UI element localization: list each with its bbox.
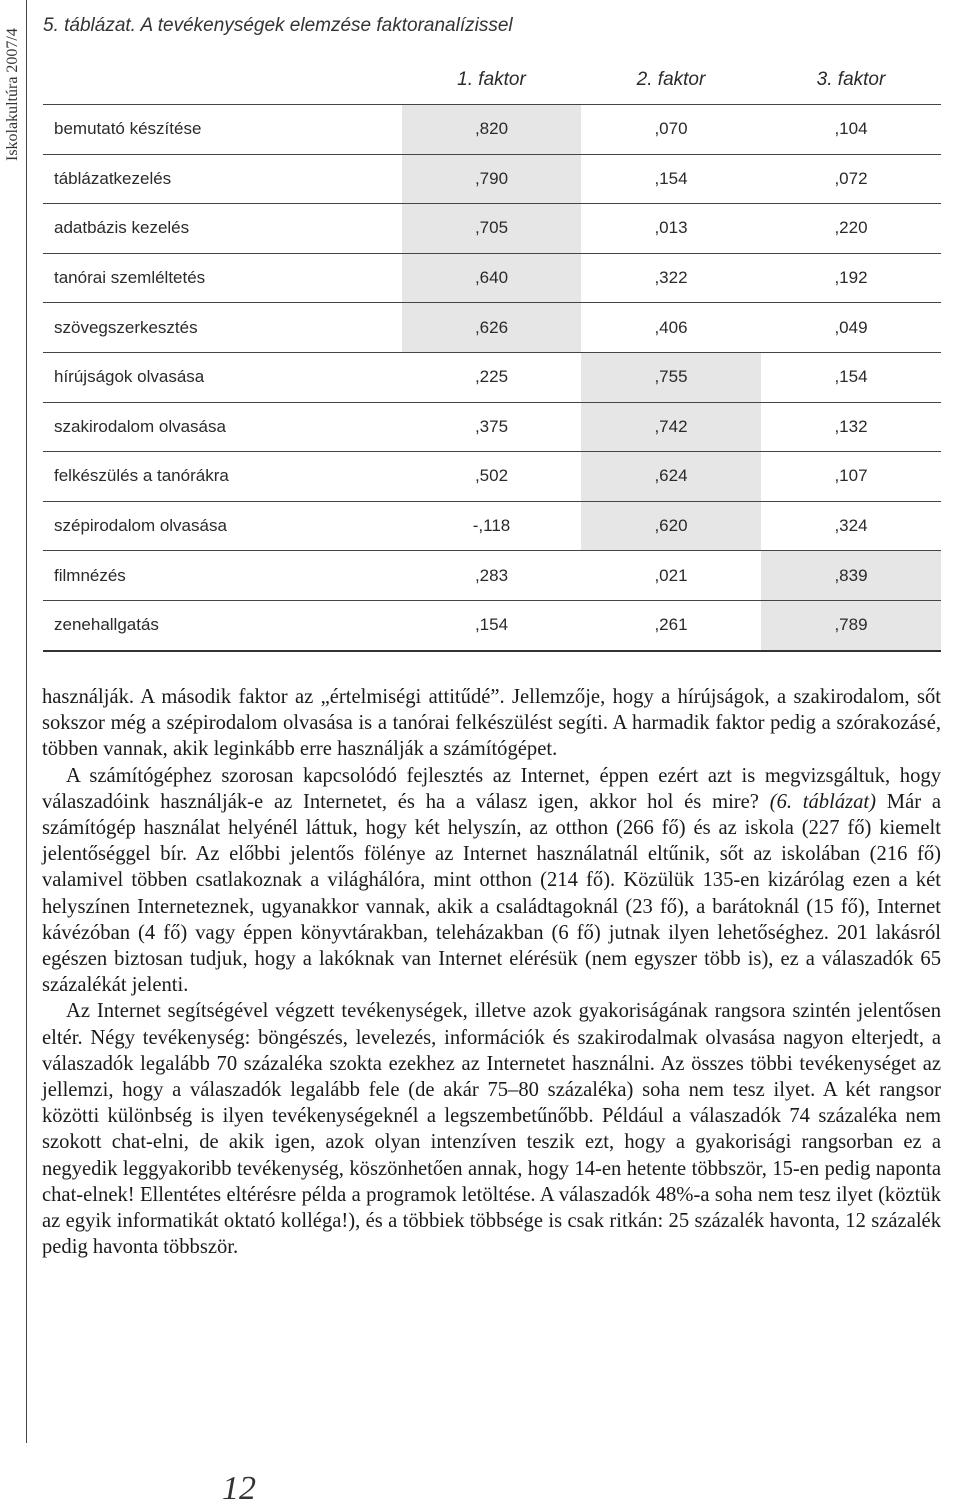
factor-1-loading: ,640 [402, 253, 581, 303]
table-caption: 5. táblázat. A tevékenységek elemzése faktoranalízissel [43, 15, 513, 36]
factor-3-loading: ,104 [761, 105, 941, 155]
factor-2-loading: ,070 [581, 105, 761, 155]
row-label: táblázatkezelés [43, 154, 402, 204]
factor-2-loading: ,013 [581, 204, 761, 254]
factor-3-loading: ,192 [761, 253, 941, 303]
table-row [43, 600, 941, 650]
row-label: tanórai szemléltetés [43, 253, 402, 303]
factor-3-loading: ,220 [761, 204, 941, 254]
factor-1-loading: ,225 [402, 352, 581, 402]
table-body [43, 105, 941, 651]
table-row [43, 352, 941, 402]
factor-3-loading: ,107 [761, 452, 941, 502]
factor-3-loading: ,154 [761, 352, 941, 402]
paragraph-text: használják. A második faktor az „értelmiségi attitűdé”. Jellemzője, hogy a hírújságok, a szakirodalom, sőt sokszor még a szépirodalom olvasása is a tanórai felkészülést segíti. A harmadik faktor pedig a szórakozásé, többen vannak, akik leginkább erre használják a számítógépet. [42, 686, 941, 761]
body-paragraph [42, 684, 941, 763]
factor-2-loading: ,620 [581, 501, 761, 551]
factor-3-loading: ,839 [761, 551, 941, 601]
factor-1-loading: ,626 [402, 303, 581, 353]
factor-2-loading: ,021 [581, 551, 761, 601]
table-row [43, 105, 941, 155]
header-factor-3: 3. faktor [761, 56, 941, 105]
factor-1-loading: ,820 [402, 105, 581, 155]
body-paragraph [42, 763, 941, 999]
factor-2-loading: ,406 [581, 303, 761, 353]
journal-title: Iskolakultúra 2007/4 [4, 28, 21, 161]
table-reference: (6. táblázat) [769, 790, 877, 813]
row-label: szakirodalom olvasása [43, 402, 402, 452]
factor-2-loading: ,322 [581, 253, 761, 303]
table-row [43, 303, 941, 353]
header-factor-2: 2. faktor [581, 56, 761, 105]
body-text [42, 684, 941, 1260]
row-label: bemutató készítése [43, 105, 402, 155]
row-label: hírújságok olvasása [43, 352, 402, 402]
factor-1-loading: ,502 [402, 452, 581, 502]
row-label: adatbázis kezelés [43, 204, 402, 254]
paragraph-text: Az Internet segítségével végzett tevékenységek, illetve azok gyakoriságának rangsora szintén jelentősen eltér. Négy tevékenység: böngészés, levelezés, információk és szakirodalmak olvasása nagyon elterjedt, a válaszadók legalább 70 százaléka szokta ezekhez az Internetet használni. Az összes többi tevékenységet az jellemzi, hogy a válaszadók legalább fele (de akár 75–80 százaléka) soha nem tesz ilyet. A két rangsor közötti különbség is ilyen tevékenységeknél a legszembetűnőbb. Például a válaszadók 74 százaléka nem szokott chat-elni, de akik igen, azok olyan intenzíven teszik ezt, hogy a gyakorisági rangsorban ez a negyedik leggyakoribb tevékenység, köszönhetően annak, hogy 14-en hetente többször, 15-en pedig naponta chat-elnek! Ellentétes eltérésre példa a programok letöltése. A válaszadók 48%-a soha nem tesz ilyet (köztük az egyik informatikát oktató kolléga!), és a többiek többsége is csak ritkán: 25 százalék havonta, 12 százalék pedig havonta többször. [42, 1000, 941, 1259]
table-row [43, 154, 941, 204]
journal-sidebar [0, 0, 27, 1443]
paragraph-text: A számítógéphez szorosan kapcsolódó fejlesztés az Internet, éppen ezért azt is megvizsgáltuk, hogy válaszadóink használják-e az Internetet, és ha a válasz igen, akkor hol és mire? [42, 764, 941, 813]
factor-3-loading: ,324 [761, 501, 941, 551]
header-factor-1: 1. faktor [402, 56, 581, 105]
factor-3-loading: ,132 [761, 402, 941, 452]
table-header-row [43, 56, 941, 105]
factor-1-loading: ,283 [402, 551, 581, 601]
factor-1-loading: ,375 [402, 402, 581, 452]
factor-3-loading: ,072 [761, 154, 941, 204]
row-label: szövegszerkesztés [43, 303, 402, 353]
factor-3-loading: ,789 [761, 600, 941, 650]
factor-1-loading: ,790 [402, 154, 581, 204]
row-label: zenehallgatás [43, 600, 402, 650]
table-row [43, 402, 941, 452]
table-row [43, 551, 941, 601]
factor-2-loading: ,624 [581, 452, 761, 502]
row-label: felkészülés a tanórákra [43, 452, 402, 502]
table-row [43, 253, 941, 303]
body-paragraph [42, 998, 941, 1260]
factor-2-loading: ,154 [581, 154, 761, 204]
header-empty [43, 56, 402, 105]
factor-1-loading: ,705 [402, 204, 581, 254]
paragraph-text: Már a számítógép használat helyénél láttuk, hogy két helyszín, az otthon (266 fő) és az iskola (227 fő) kiemelt jelentőséggel bír. Az előbbi jelentős fölénye az Internet használatnál eltűnik, sőt az iskolában (216 fő) valamivel többen csatlakoznak a világhálóra, mint otthon (214 fő). Közülük 135-en kizárólag ezen a két helyszínen Interneteznek, ugyanakkor vannak, akik a családtagoknál (23 fő), a barátoknál (15 fő), Internet kávézóban (4 fő) vagy éppen könyvtárakban, teleházakban (6 fő) jutnak ilyen lehetőséghez. 201 lakásról egészen biztosan tudjuk, hogy a lakóknak van Internet elérésük (nem egyszer több is), ez a válaszadók 65 százalékát jelenti. [42, 790, 941, 997]
factor-2-loading: ,755 [581, 352, 761, 402]
factor-1-loading: -,118 [402, 501, 581, 551]
row-label: szépirodalom olvasása [43, 501, 402, 551]
factor-1-loading: ,154 [402, 600, 581, 650]
row-label: filmnézés [43, 551, 402, 601]
factor-2-loading: ,261 [581, 600, 761, 650]
table-row [43, 204, 941, 254]
factor-analysis-table [43, 56, 941, 652]
factor-3-loading: ,049 [761, 303, 941, 353]
factor-2-loading: ,742 [581, 402, 761, 452]
page-number: 12 [222, 1470, 256, 1507]
table-row [43, 501, 941, 551]
table-row [43, 452, 941, 502]
